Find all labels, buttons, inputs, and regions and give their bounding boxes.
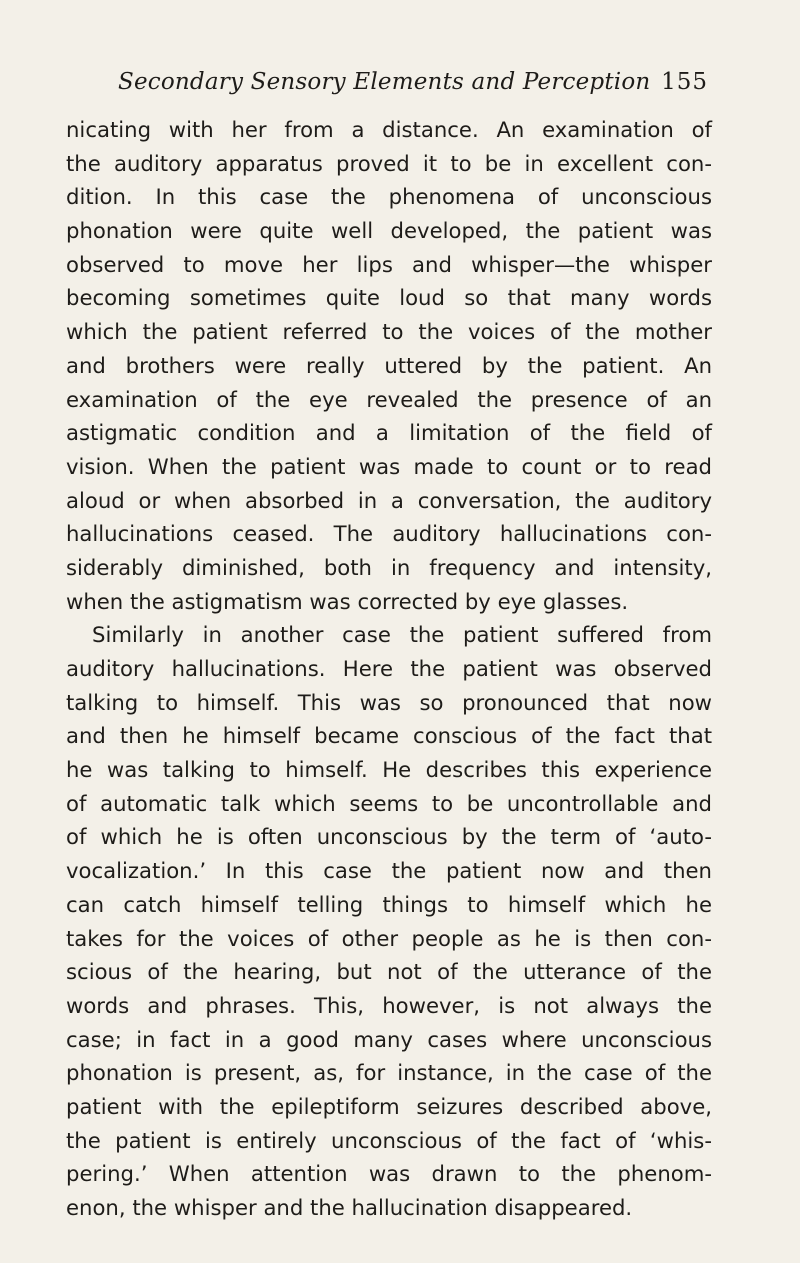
text-line: enon, the whisper and the hallucination disappeared. [66, 1195, 633, 1220]
text-line: vocalization.’ In this case the patient now and then [66, 858, 712, 884]
text-line: patient with the epileptiform seizures described above, [66, 1093, 712, 1119]
text-line: words and phrases. This, however, is not always the [66, 992, 712, 1018]
text-line: takes for the voices of other people as he is then con- [66, 925, 712, 951]
text-line: examination of the eye revealed the presence of an [66, 386, 712, 412]
running-head [118, 69, 708, 95]
page-number: 155 [661, 69, 708, 95]
text-line: when the astigmatism was corrected by eye glasses. [66, 588, 629, 614]
text-line: and brothers were really uttered by the patient. An [66, 352, 712, 378]
text-line: becoming sometimes quite loud so that many words [66, 285, 712, 311]
text-line: nicating with her from a distance. An examination of [66, 117, 712, 142]
text-line: aloud or when absorbed in a conversation, the auditory [66, 487, 712, 513]
running-head-title: Secondary Sensory Elements and Perception [118, 69, 651, 95]
text-line: of which he is often unconscious by the term of ‘auto- [66, 824, 712, 850]
body-text [66, 113, 712, 1225]
text-line: scious of the hearing, but not of the utterance of the [66, 959, 712, 985]
text-line: auditory hallucinations. Here the patient was observed [66, 656, 712, 681]
text-line: observed to move her lips and whisper—the whisper [66, 251, 712, 277]
paragraph-start-line: Similarly in another case the patient suffered from [92, 622, 712, 648]
text-line: can catch himself telling things to himself which he [66, 891, 712, 917]
text-line: siderably diminished, both in frequency and intensity, [66, 554, 712, 580]
text-line: and then he himself became conscious of the fact that [66, 723, 712, 749]
text-line: hallucinations ceased. The auditory hallucinations con- [66, 521, 712, 547]
text-line: the auditory apparatus proved it to be in excellent con- [66, 150, 712, 176]
text-line: vision. When the patient was made to count or to read [66, 453, 712, 479]
text-line: which the patient referred to the voices of the mother [66, 319, 712, 345]
text-line: phonation were quite well developed, the patient was [66, 218, 712, 244]
text-line: of automatic talk which seems to be uncontrollable and [66, 790, 712, 816]
text-line: case; in fact in a good many cases where unconscious [66, 1026, 712, 1052]
text-line: pering.’ When attention was drawn to the phenom- [66, 1161, 712, 1187]
text-line: talking to himself. This was so pronounced that now [66, 689, 712, 715]
text-line: he was talking to himself. He describes this experience [66, 757, 712, 783]
text-line: the patient is entirely unconscious of the fact of ‘whis- [66, 1127, 712, 1153]
text-line: dition. In this case the phenomena of unconscious [66, 184, 712, 210]
text-line: astigmatic condition and a limitation of the field of [66, 420, 712, 446]
text-line: phonation is present, as, for instance, in the case of the [66, 1060, 712, 1086]
